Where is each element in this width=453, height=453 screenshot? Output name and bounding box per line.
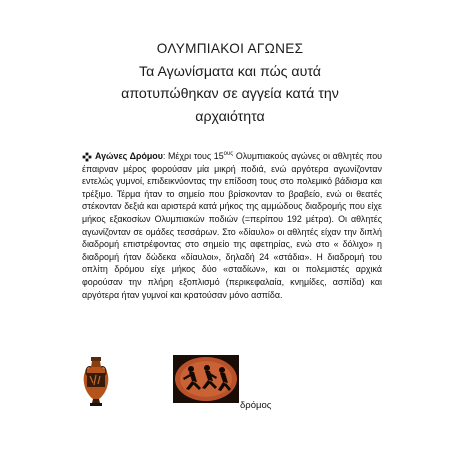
ordinal-suffix: ους <box>223 151 234 158</box>
black-figure-runners-image <box>173 355 239 403</box>
title-line-1: ΟΛΥΜΠΙΑΚΟΙ ΑΓΩΝΕΣ <box>156 41 304 56</box>
document-title <box>60 38 400 128</box>
amphora-vase-image <box>82 355 110 407</box>
title-line-4: αρχαιότητα <box>195 108 265 125</box>
section-heading: Αγώνες Δρόμου <box>95 151 163 161</box>
image-caption: δρόμος <box>240 400 272 411</box>
section-paragraph <box>82 150 382 301</box>
running-section <box>82 150 382 301</box>
section-text-start: : Μέχρι τους 15 <box>162 151 224 161</box>
title-line-3: αποτυπώθηκαν σε αγγεία κατά την <box>121 86 339 102</box>
title-line-2: Τα Αγωνίσματα και πώς αυτά <box>139 63 321 80</box>
section-text-body: Ολυμπιακούς αγώνες οι αθλητές που έπαιρναν μέρος φορούσαν μία μικρή ποδιά, ενώ αργότερα αγωνίζονταν εντελώς γυμνοί, επιδεικνύοντας την επίδοση τους στο πολεμικό βάδισμα και τρέξιμο. Τέρμα ήταν το σημείο που βρίσκονταν το βραβείο, ενώ οι θεατές στέκονταν δεξιά και αριστερά κατά μήκος της αμμώδους διαδρομής που είχε μήκος εξακοσίων Ολυμπιακών ποδιών (=περίπου 192 μέτρα). Οι αθλητές αγωνίζονταν σε ομάδες τεσσάρων. Στο «δίαυλο» οι αθλητές είχαν την διπλή διαδρομή επιστρέφοντας στο σημείο της αφετηρίας, ενώ στο « δόλιχο» η διαδρομή ήταν δώδεκα «δίαυλοι», δηλαδή 24 «στάδια». Η διαδρομή του οπλίτη δρόμου είχε μήκος δύο «σταδίων», και οι πολεμιστές αρχικά φορούσαν την πλήρη εξοπλισμό (περικεφαλαία, κνημίδες, ασπίδα) και αργότερα ήταν γυμνοί και κρατούσαν μόνο ασπίδα. <box>82 151 383 300</box>
